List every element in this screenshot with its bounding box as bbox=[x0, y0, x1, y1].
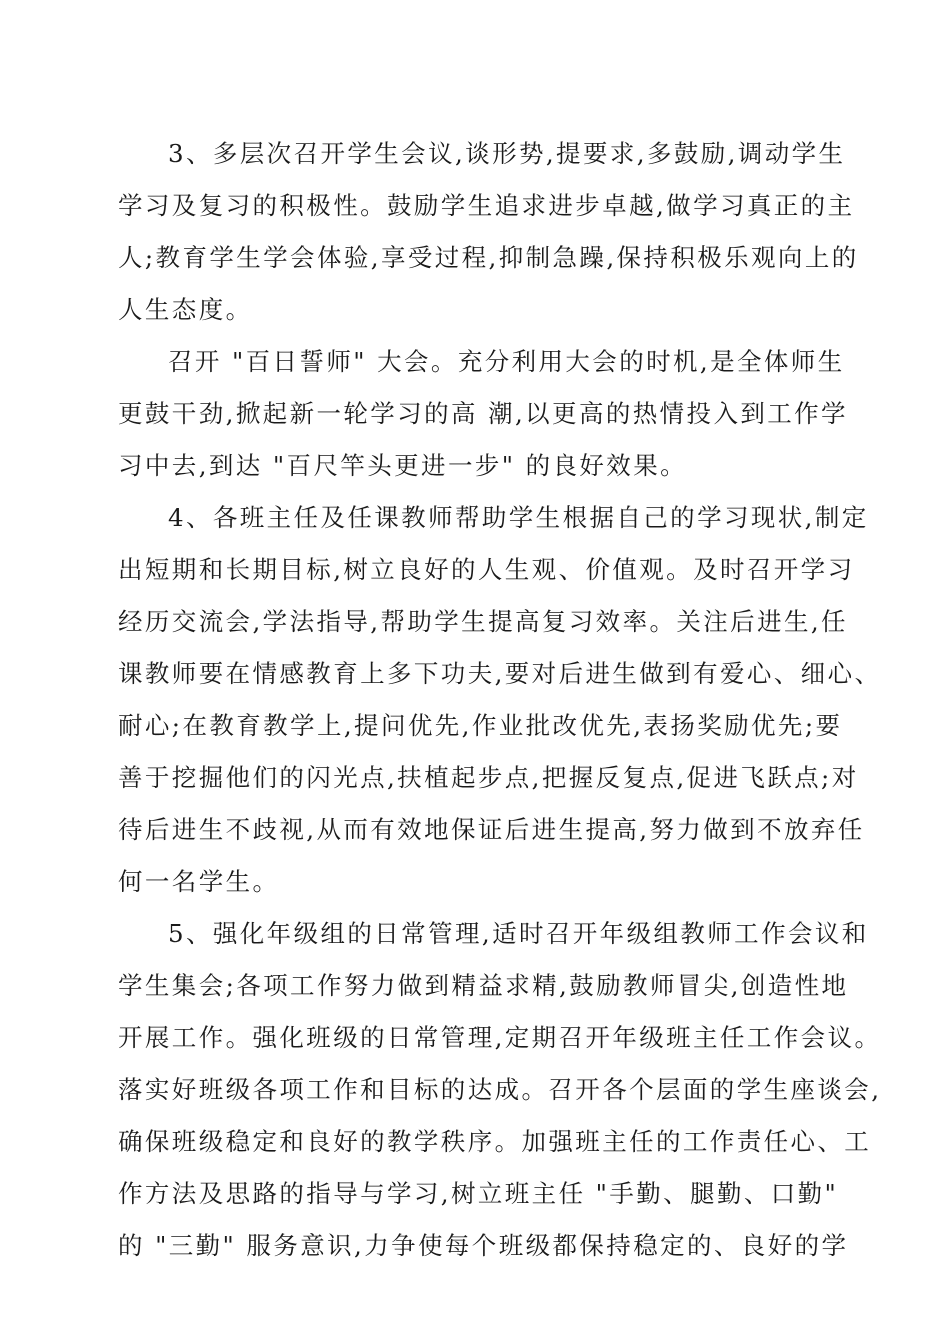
text-line: 确保班级稳定和良好的教学秩序。加强班主任的工作责任心、工 bbox=[118, 1127, 872, 1156]
paragraph-pledge-rally bbox=[118, 336, 848, 492]
text-line: 学习及复习的积极性。鼓励学生追求进步卓越,做学习真正的主 bbox=[118, 191, 855, 220]
text-line: 开展工作。强化班级的日常管理,定期召开年级班主任工作会议。 bbox=[118, 1023, 882, 1052]
text-line: 召开 "百日誓师" 大会。充分利用大会的时机,是全体师生 bbox=[168, 347, 845, 376]
paragraph-3 bbox=[118, 128, 859, 336]
text-line: 耐心;在教育教学上,提问优先,作业批改优先,表扬奖励优先;要 bbox=[118, 711, 843, 740]
text-line: 习中去,到达 "百尺竿头更进一步" 的良好效果。 bbox=[118, 451, 687, 480]
document-body bbox=[118, 128, 882, 1272]
text-line: 更鼓干劲,掀起新一轮学习的高 潮,以更高的热情投入到工作学 bbox=[118, 399, 848, 428]
text-line: 作方法及思路的指导与学习,树立班主任 "手勤、腿勤、口勤" bbox=[118, 1179, 839, 1208]
text-line: 出短期和长期目标,树立良好的人生观、价值观。及时召开学习 bbox=[118, 555, 855, 584]
text-line: 经历交流会,学法指导,帮助学生提高复习效率。关注后进生,任 bbox=[118, 607, 848, 636]
text-line: 课教师要在情感教育上多下功夫,要对后进生做到有爱心、细心、 bbox=[118, 659, 882, 688]
text-line: 学生集会;各项工作努力做到精益求精,鼓励教师冒尖,创造性地 bbox=[118, 971, 849, 1000]
text-line: 待后进生不歧视,从而有效地保证后进生提高,努力做到不放弃任 bbox=[118, 815, 865, 844]
text-line: 落实好班级各项工作和目标的达成。召开各个层面的学生座谈会, bbox=[118, 1075, 882, 1104]
text-line: 的 "三勤" 服务意识,力争使每个班级都保持稳定的、良好的学 bbox=[118, 1231, 849, 1260]
paragraph-4 bbox=[118, 492, 882, 908]
text-line: 何一名学生。 bbox=[118, 867, 280, 896]
text-line: 善于挖掘他们的闪光点,扶植起步点,把握反复点,促进飞跃点;对 bbox=[118, 763, 859, 792]
text-line: 4、各班主任及任课教师帮助学生根据自己的学习现状,制定 bbox=[168, 503, 869, 532]
text-line: 5、强化年级组的日常管理,适时召开年级组教师工作会议和 bbox=[168, 919, 869, 948]
text-line: 人生态度。 bbox=[118, 295, 253, 324]
paragraph-5 bbox=[118, 908, 882, 1272]
text-line: 人;教育学生学会体验,享受过程,抑制急躁,保持积极乐观向上的 bbox=[118, 243, 859, 272]
text-line: 3、多层次召开学生会议,谈形势,提要求,多鼓励,调动学生 bbox=[168, 139, 846, 168]
